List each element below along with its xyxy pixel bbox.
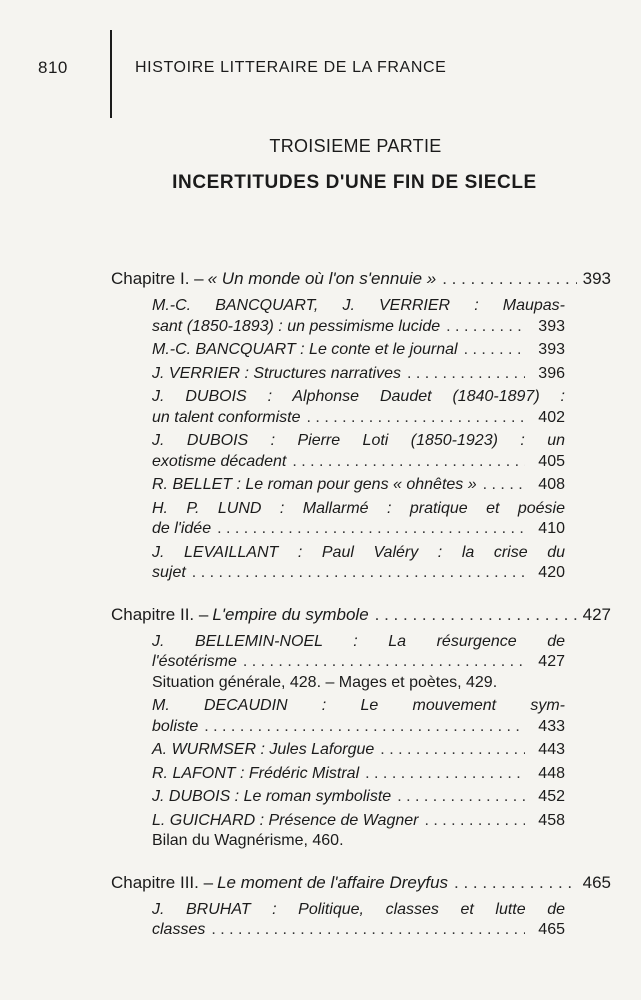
table-of-contents bbox=[111, 268, 611, 961]
chapter-block bbox=[111, 872, 611, 941]
entry-line-2: boliste bbox=[152, 717, 199, 735]
entry-note: Situation générale, 428. – Mages et poètes, 429. bbox=[152, 673, 498, 691]
chapter-title: Le moment de l'affaire Dreyfus bbox=[217, 872, 449, 892]
toc-entry[interactable] bbox=[152, 740, 565, 761]
entry-page: 408 bbox=[538, 476, 565, 493]
dot-leader bbox=[483, 475, 525, 496]
toc-entry[interactable] bbox=[152, 296, 565, 337]
chapter-title: L'empire du symbole bbox=[212, 604, 369, 624]
entry-line-1: J. BELLEMIN-NOEL : La résurgence de bbox=[152, 632, 565, 650]
chapter-heading[interactable] bbox=[111, 872, 611, 894]
entry-line-2: A. WURMSER : Jules Laforgue bbox=[152, 741, 375, 758]
entry-line-1: J. DUBOIS : Alphonse Daudet (1840-1897) : bbox=[152, 388, 565, 405]
entry-page: 448 bbox=[538, 764, 565, 782]
dot-leader bbox=[211, 920, 525, 941]
toc-entry[interactable] bbox=[152, 764, 565, 785]
chapter-heading[interactable] bbox=[111, 268, 611, 290]
toc-entry[interactable] bbox=[152, 340, 565, 361]
dot-leader bbox=[307, 408, 525, 429]
entry-line-2: R. LAFONT : Frédéric Mistral bbox=[152, 764, 360, 782]
entry-page: 402 bbox=[538, 408, 565, 426]
dot-leader bbox=[407, 364, 525, 385]
dot-leader bbox=[454, 872, 577, 894]
chapter-label: Chapitre I. – bbox=[111, 269, 204, 288]
entry-page: 452 bbox=[538, 788, 565, 805]
running-title: HISTOIRE LITTERAIRE DE LA FRANCE bbox=[135, 59, 447, 76]
entry-page: 396 bbox=[538, 364, 565, 382]
chapter-label: Chapitre II. – bbox=[111, 604, 209, 624]
page-number: 810 bbox=[38, 58, 68, 77]
entry-page: 443 bbox=[538, 741, 565, 758]
dot-leader bbox=[442, 268, 576, 290]
entry-page: 420 bbox=[538, 564, 565, 581]
entry-line-2: L. GUICHARD : Présence de Wagner bbox=[152, 811, 419, 829]
entry-line-1: J. LEVAILLANT : Paul Valéry : la crise du bbox=[152, 543, 565, 561]
entry-line-2: sant (1850-1893) : un pessimisme lucide bbox=[152, 317, 441, 335]
entry-page: 410 bbox=[538, 520, 565, 537]
toc-entry[interactable] bbox=[152, 499, 565, 540]
entry-page: 393 bbox=[538, 317, 565, 335]
dot-leader bbox=[204, 717, 525, 738]
entry-page: 427 bbox=[538, 653, 565, 670]
chapter-page: 465 bbox=[582, 872, 611, 892]
entry-line-2: l'ésotérisme bbox=[152, 653, 237, 670]
chapter-page: 427 bbox=[582, 604, 611, 624]
main-title: INCERTITUDES D'UNE FIN DE SIECLE bbox=[172, 172, 537, 193]
entry-line-1: J. DUBOIS : Pierre Loti (1850-1923) : un bbox=[152, 432, 565, 449]
dot-leader bbox=[192, 563, 525, 584]
entry-line-2: sujet bbox=[152, 564, 186, 581]
running-header bbox=[0, 58, 641, 82]
dot-leader bbox=[380, 740, 525, 761]
entry-line-2: J. VERRIER : Structures narratives bbox=[152, 364, 401, 382]
entry-line-2: M.-C. BANCQUART : Le conte et le journal bbox=[152, 341, 458, 358]
entry-page: 393 bbox=[538, 341, 565, 358]
entry-line-2: de l'idée bbox=[152, 520, 212, 537]
toc-entry[interactable] bbox=[152, 364, 565, 385]
dot-leader bbox=[217, 519, 525, 540]
chapter-entries bbox=[152, 632, 565, 852]
dot-leader bbox=[397, 787, 525, 808]
toc-entry[interactable] bbox=[152, 811, 565, 852]
toc-entry[interactable] bbox=[152, 632, 565, 694]
header-divider bbox=[110, 30, 112, 118]
entry-line-2: exotisme décadent bbox=[152, 452, 287, 470]
dot-leader bbox=[365, 764, 525, 785]
entry-line-1: J. BRUHAT : Politique, classes et lutte de bbox=[152, 900, 565, 918]
chapter-entries bbox=[152, 296, 565, 584]
toc-entry[interactable] bbox=[152, 900, 565, 941]
dot-leader bbox=[375, 604, 577, 626]
toc-entry[interactable] bbox=[152, 475, 565, 496]
entry-line-1: H. P. LUND : Mallarmé : pratique et poésie bbox=[152, 499, 565, 517]
chapter-title: « Un monde où l'on s'ennuie » bbox=[207, 269, 437, 288]
chapter-entries bbox=[152, 900, 565, 941]
chapter-page: 393 bbox=[582, 269, 611, 288]
chapter-block bbox=[111, 268, 611, 584]
toc-entry[interactable] bbox=[152, 431, 565, 472]
dot-leader bbox=[243, 652, 525, 673]
dot-leader bbox=[446, 317, 525, 338]
toc-entry[interactable] bbox=[152, 787, 565, 808]
entry-page: 458 bbox=[538, 811, 565, 829]
entry-page: 405 bbox=[538, 452, 565, 470]
entry-line-2: J. DUBOIS : Le roman symboliste bbox=[152, 788, 392, 805]
toc-entry[interactable] bbox=[152, 387, 565, 428]
part-title: TROISIEME PARTIE bbox=[269, 136, 442, 156]
dot-leader bbox=[464, 340, 525, 361]
entry-line-2: R. BELLET : Le roman pour gens « ohnêtes » bbox=[152, 476, 477, 493]
entry-line-1: M.-C. BANCQUART, J. VERRIER : Maupas- bbox=[152, 297, 565, 314]
dot-leader bbox=[424, 811, 525, 832]
chapter-heading[interactable] bbox=[111, 604, 611, 626]
entry-page: 465 bbox=[538, 921, 565, 938]
chapter-block bbox=[111, 604, 611, 852]
entry-line-1: M. DECAUDIN : Le mouvement sym- bbox=[152, 697, 565, 714]
entry-line-2: un talent conformiste bbox=[152, 408, 301, 426]
toc-entry[interactable] bbox=[152, 696, 565, 737]
chapter-label: Chapitre III. – bbox=[111, 872, 214, 892]
toc-entry[interactable] bbox=[152, 543, 565, 584]
entry-note: Bilan du Wagnérisme, 460. bbox=[152, 832, 344, 849]
entry-line-2: classes bbox=[152, 921, 206, 938]
entry-page: 433 bbox=[538, 717, 565, 735]
dot-leader bbox=[292, 452, 525, 473]
